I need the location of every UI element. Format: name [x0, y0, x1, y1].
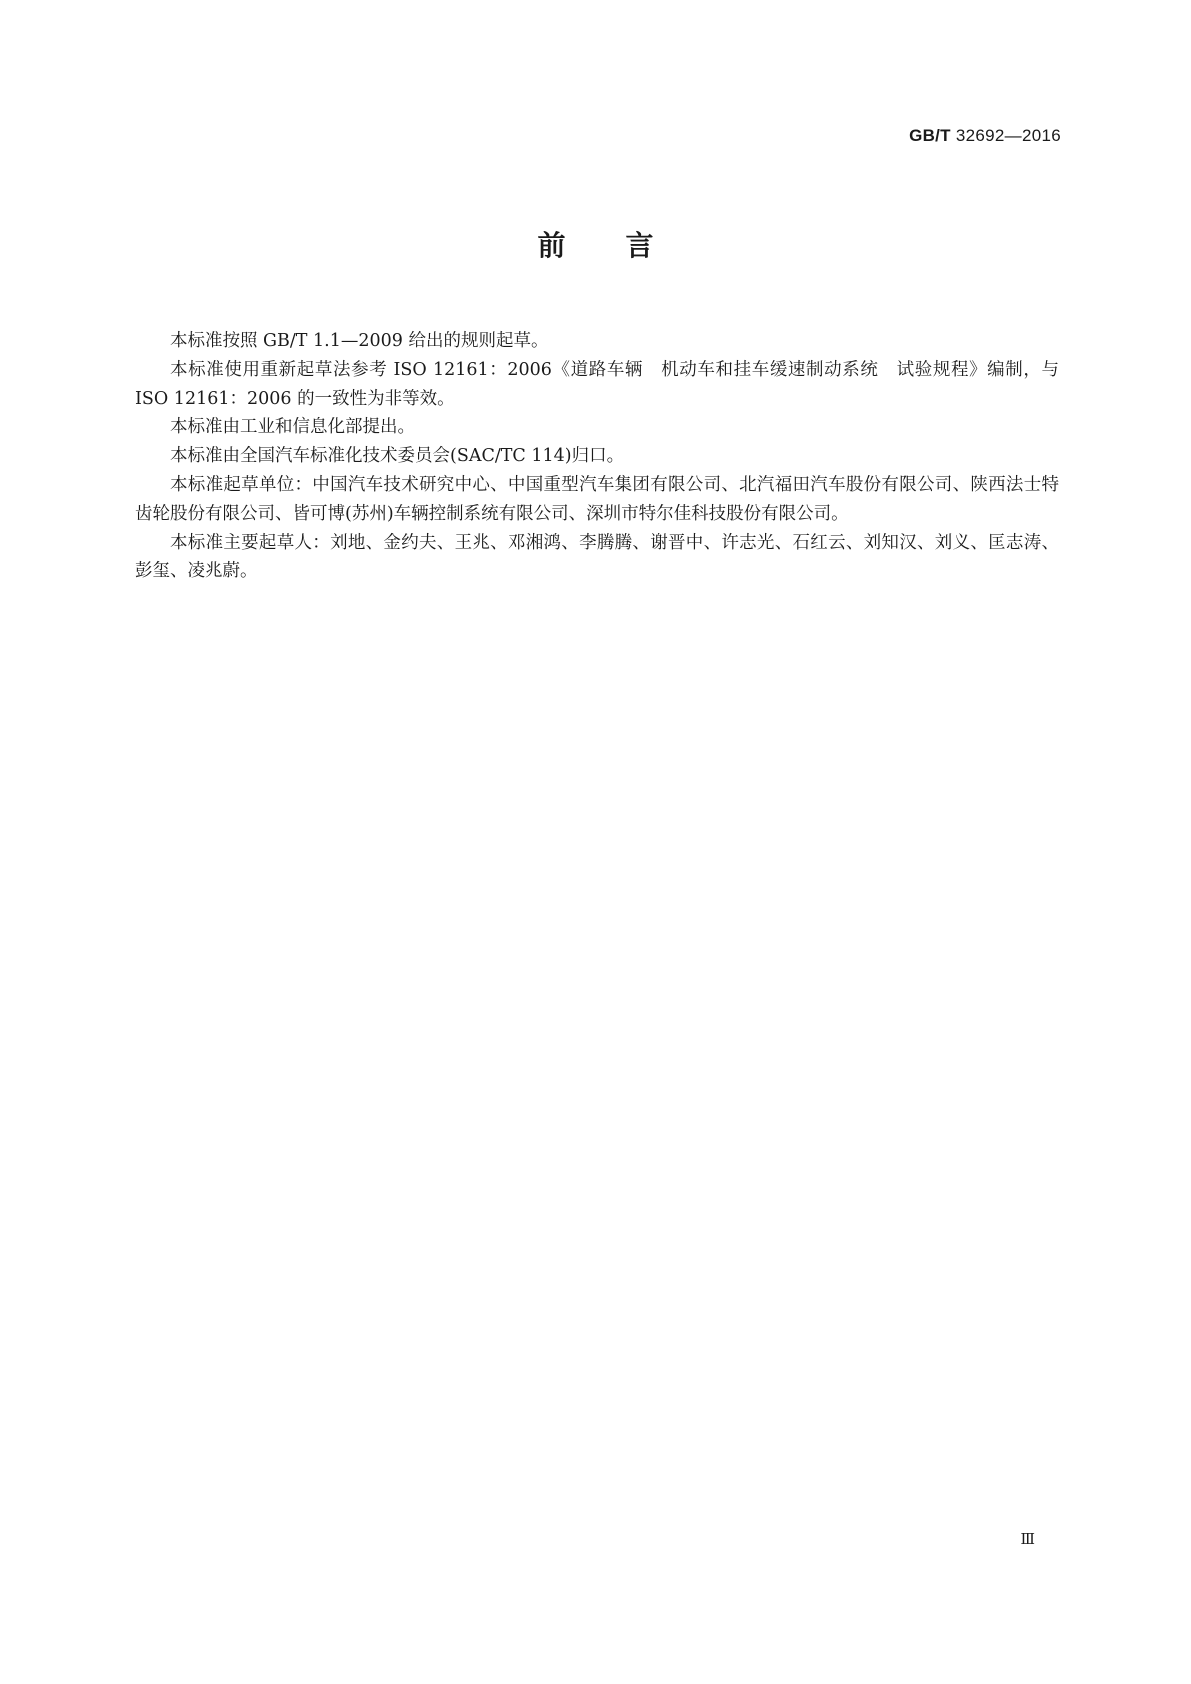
standard-code [909, 126, 1061, 146]
paragraph-drafting-units: 本标准起草单位：中国汽车技术研究中心、中国重型汽车集团有限公司、北汽福田汽车股份有限公司、陕西法士特齿轮股份有限公司、皆可博(苏州)车辆控制系统有限公司、深圳市特尔佳科技股份有限公司。 [135, 474, 1059, 524]
page-title: 前言 [537, 229, 714, 262]
standard-code-prefix: GB/T [909, 126, 951, 145]
paragraph-reference-standard: 本标准使用重新起草法参考 ISO 12161：2006《道路车辆 机动车和挂车缓速制动系统 试验规程》编制，与 ISO 12161：2006 的一致性为非等效。 [135, 359, 1059, 409]
paragraph-drafting-rules: 本标准按照 GB/T 1.1—2009 给出的规则起草。 [170, 331, 549, 351]
paragraph-committee: 本标准由全国汽车标准化技术委员会(SAC/TC 114)归口。 [170, 446, 625, 467]
document-body [135, 327, 1059, 586]
page-number: Ⅲ [1020, 1530, 1035, 1548]
paragraph-drafters: 本标准主要起草人：刘地、金约夫、王兆、邓湘鸿、李腾腾、谢晋中、许志光、石红云、刘知汉、刘义、匡志涛、彭玺、凌兆蔚。 [135, 532, 1059, 582]
paragraph-proposer: 本标准由工业和信息化部提出。 [170, 417, 415, 438]
standard-code-number: 32692—2016 [955, 126, 1061, 145]
